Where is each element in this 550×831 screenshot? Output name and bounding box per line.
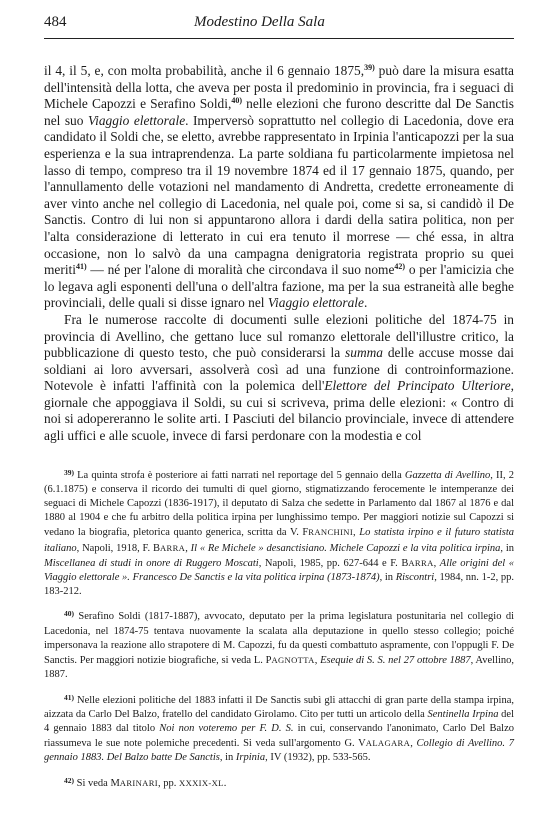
footnote-number: 40) — [64, 609, 74, 619]
text-run: . Imperversò soprattutto nel collegio di Lacedonia, dove era candidato il Soldi che, se eletto, avrebbe rappresentato in Irpinia l'anticapozzi per la sua esperienza e la sua intraprendenza. La parte soldiana fu particolarmente impietosa nel lasso di tempo, compreso tra il 19 novembre 1874 ed il 17 gennaio 1875, quando, per l'annullamento delle votazioni nel mandamento di Andretta, credette erroneamente di aver vinto anche nel collegio di Lacedonia, nel quale poi, come si sa, si candidò il De Sanctis. Contro di lui non si appuntarono allora i dardi della satira politica, non per l'alta considerazione di letterato in cui era tenuto il morrese — ché essa, in altra occasione, non lo salvò da una campagna denigratoria registrata proprio su quei meriti — [44, 112, 514, 278]
italic-run: Lo statista irpino e il futuro statista italiano — [44, 527, 515, 554]
italic-run: Noi non voteremo per F. D. S. — [159, 722, 294, 734]
text-run: , Avellino, 1887. — [44, 655, 514, 681]
footnote-number: 42) — [64, 775, 74, 785]
footnote — [44, 607, 514, 682]
footnote — [44, 774, 514, 791]
text-run: , — [314, 655, 321, 667]
running-title: Modestino Della Sala — [194, 14, 325, 30]
paragraph — [44, 63, 514, 312]
footnote-text — [44, 467, 515, 598]
italic-run: Collegio di Avellino. 7 gennaio 1883. Del Balzo batte De Sanctis — [44, 738, 514, 764]
text-run: , in — [219, 752, 236, 764]
text-run: , Napoli, 1918, F. B — [76, 542, 160, 554]
text-run: ARRA — [408, 557, 434, 568]
text-run: , 1984, nn. 1-2, pp. 183-212. — [44, 572, 514, 598]
text-run: , giornale che appoggiava il Soldi, su cui si scriveva, prima delle elezioni: « Contro di noi si adopereranno le solite arti. I Pasciuti del bilancio provinciale, invece di attendere agli uffici e alle scuole, invece di farsi perdonare con la modestia e col — [44, 378, 514, 444]
footnote-number: 41) — [64, 692, 74, 702]
text-run: AGNOTTA — [271, 655, 315, 666]
text-run: — né per l'alone di moralità che circondava il suo nome — [86, 262, 395, 278]
italic-run: Gazzetta di Avellino — [404, 469, 491, 481]
text-run: Si veda M — [76, 777, 120, 789]
text-run: , IV (1932), pp. 533-565. — [265, 752, 371, 764]
footnote — [44, 466, 514, 600]
text-run: in cui, conservando l'anonimato, Carlo Del Balzo riassumeva le sue note polemiche precedenti. Si veda sull'argomento G. V — [44, 722, 514, 750]
text-run: La quinta strofa è posteriore ai fatti narrati nel reportage del 5 gennaio della — [77, 469, 405, 481]
paragraph — [44, 312, 514, 445]
italic-run: Esequie di S. S. nel 27 ottobre 1887 — [320, 655, 471, 667]
footnote-number: 39) — [64, 467, 74, 477]
italic-run: Il « Re Michele » desanctisiano. Michele Capozzi e la vita politica irpina — [190, 542, 501, 554]
italic-run: Irpinia — [235, 752, 266, 764]
footnote-text — [44, 611, 514, 680]
footnote-ref: 39) — [364, 63, 375, 72]
italic-run: Alle origini del « Viaggio elettorale ». Francesco De Sanctis e la vita politica irpina (1873-1874) — [44, 557, 514, 584]
text-run: del 4 gennaio 1883 dal titolo — [44, 708, 514, 734]
italic-run: summa — [345, 345, 383, 361]
text-run: , pp. — [158, 777, 180, 789]
italic-run: Elettore del Principato Ulteriore — [324, 378, 511, 394]
footnote-text — [44, 692, 515, 764]
text-run: , — [433, 557, 440, 569]
text-run: , Napoli, 1985, pp. 627-644 e F. B — [258, 557, 409, 569]
text-run: . — [363, 295, 368, 311]
text-run: , — [353, 527, 360, 539]
text-run: , — [410, 738, 417, 750]
text-run: . — [223, 777, 227, 789]
page-number: 484 — [44, 14, 67, 30]
text-run: nelle elezioni che furono descritte dal De Sanctis nel suo — [44, 96, 514, 128]
italic-run: Viaggio elettorale — [87, 112, 186, 128]
italic-run: Viaggio elettorale — [267, 295, 364, 311]
text-run: ARINARI — [119, 777, 159, 788]
text-run: o per l'amicizia che lo legava agli esponenti dell'una o dell'altra fazione, ma per la sua estraneità alle beghe provinciali, delle quali si disse ignaro nel — [44, 262, 514, 311]
text-run: Nelle elezioni politiche del 1883 infatti il De Sanctis subì gli attacchi di gran parte della stampa irpina, aizzata da Carlo Del Balzo, fratello del candidato Girolamo. Cito per tutti un articolo della — [44, 694, 515, 720]
text-run: , in — [500, 542, 514, 554]
text-run: , in — [379, 572, 396, 584]
italic-run: Sentinella Irpina — [427, 708, 499, 720]
italic-run: Miscellanea di studi in onore di Ruggero Moscati — [44, 557, 259, 569]
italic-run: Riscontri — [395, 572, 435, 584]
footnote — [44, 691, 514, 766]
text-run: , II, 2 (6.1.1875) e conserva il ricordo dei tumulti di quel giorno, stigmatizzando ferocemente le intemperanze dei seguaci di Michele Capozzi (1836-1917), il deputato di Salza che sedette in Parlamento dal 1867 al 1876 e dal 1880 al 1904 e che fu arbitro della politica irpina per lunghissimo tempo. Per maggiori notizie sul Capozzi si vedano la biografia, pletorica quanto generica, scritta da V. F — [44, 469, 515, 539]
page — [44, 14, 514, 799]
footnote-text — [77, 778, 227, 789]
text-run: può dare la misura esatta dell'intensità della lotta, che aveva per posta il predominio in provincia, fra i seguaci di Michele Capozzi e Serafino Soldi, — [44, 63, 514, 112]
text-run: XXXIX-XL — [179, 777, 224, 788]
text-run: delle accuse mosse dai soldiani ai loro avversari, assolverà così ad una funzione di controinformazione. Notevole è infatti l'affinità con la polemica dell' — [44, 345, 514, 394]
footnote-ref: 40) — [231, 96, 242, 106]
footnote-ref: 41) — [75, 262, 87, 272]
running-header — [44, 14, 514, 39]
text-run: Fra le numerose raccolte di documenti sulle elezioni politiche del 1874-75 in provincia di Avellino, che gettano luce sul romanzo elettorale dell'illustre critico, la pubblicazione di questo testo, che può considerarsi la — [44, 311, 514, 361]
text-run: ARRA — [159, 542, 186, 553]
text-run: il 4, il 5, e, con molta probabilità, anche il 6 gennaio 1875, — [44, 63, 365, 78]
footnote-ref: 42) — [394, 262, 406, 272]
text-run: Serafino Soldi (1817-1887), avvocato, deputato per la prima legislatura postunitaria nel collegio di Lacedonia, nel 1874-75 tentava nuovamente la scalata alla deputazione in quello stesso collegio; poiché impersonava la reazione allo strapotere di M. Capozzi, fu da questi combattuto aspramente, con l'oppugli F. De Sanctis. Per maggiori notizie biografiche, si veda L. P — [44, 611, 514, 667]
body-text — [44, 63, 514, 445]
text-run: , — [185, 542, 191, 554]
footnotes — [44, 466, 514, 791]
text-run: RANCHINI — [308, 527, 354, 538]
text-run: ALAGARA — [365, 738, 411, 749]
